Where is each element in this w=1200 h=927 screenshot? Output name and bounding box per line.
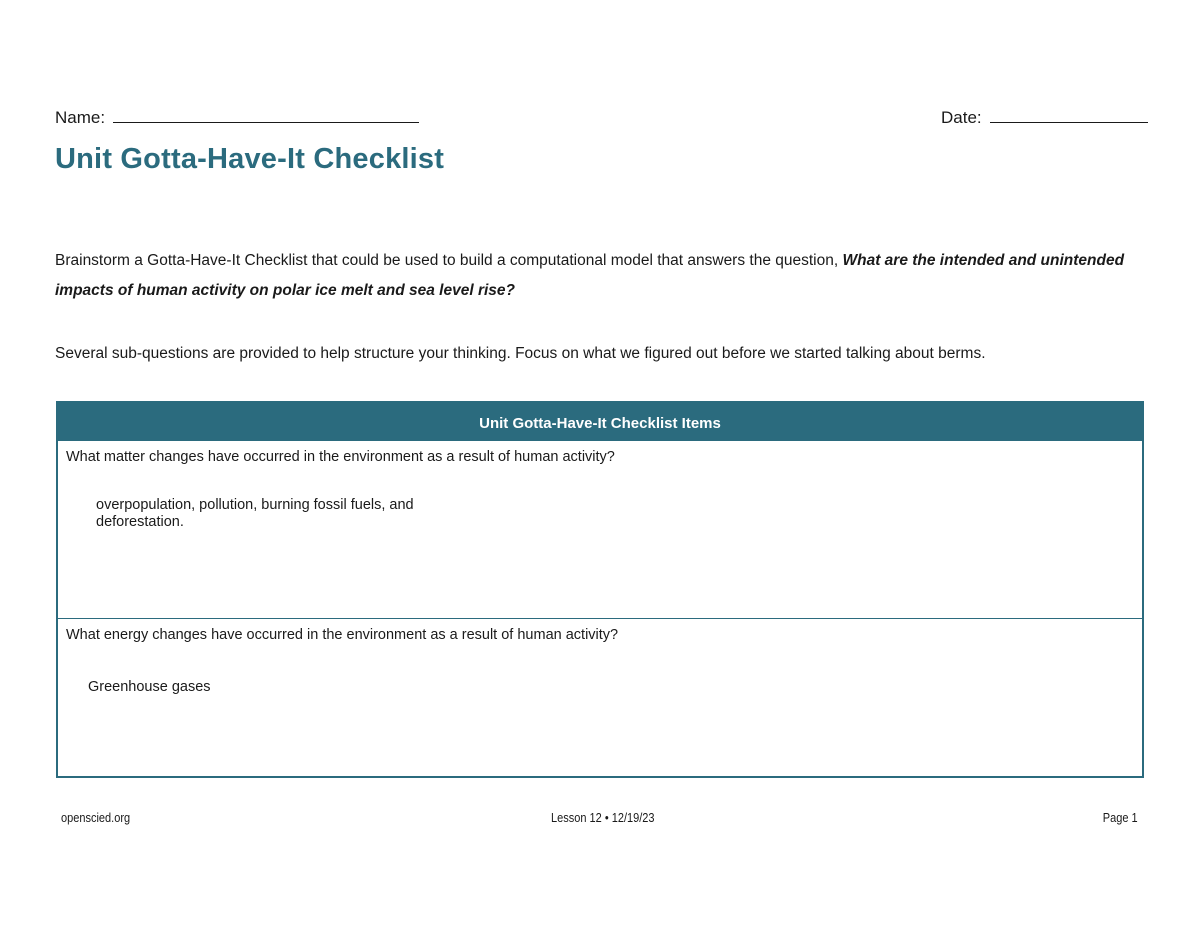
footer-site: openscied.org [61, 811, 131, 825]
name-label: Name: [55, 108, 106, 127]
question-energy: What energy changes have occurred in the environment as a result of human activity? [66, 627, 619, 643]
intro-paragraph [55, 246, 1150, 306]
answer-matter[interactable]: overpopulation, pollution, burning fossil fuels, and deforestation. [96, 497, 414, 530]
checklist-table [56, 401, 1144, 778]
checklist-header: Unit Gotta-Have-It Checklist Items [58, 403, 1142, 441]
name-input-line[interactable] [113, 106, 419, 123]
instructions-note: Several sub-questions are provided to help structure your thinking. Focus on what we figured out before we started talking about berms. [55, 345, 986, 362]
date-label: Date: [941, 108, 982, 127]
intro-text: Brainstorm a Gotta-Have-It Checklist that could be used to build a computational model that answers the question, [55, 252, 843, 269]
checklist-row-matter[interactable] [58, 441, 1142, 619]
checklist-row-energy[interactable] [58, 619, 1142, 776]
date-input-line[interactable] [990, 106, 1148, 123]
date-field[interactable] [941, 106, 1148, 128]
driving-question: What are the intended and unintended impacts of human activity on polar ice melt and sea level rise? [55, 252, 1125, 299]
question-matter: What matter changes have occurred in the environment as a result of human activity? [66, 449, 615, 465]
footer-page: Page 1 [1103, 811, 1138, 825]
page-title: Unit Gotta-Have-It Checklist [55, 143, 445, 175]
footer-lesson: Lesson 12 • 12/19/23 [551, 811, 655, 825]
answer-energy[interactable]: Greenhouse gases [88, 679, 211, 695]
name-field[interactable] [55, 106, 419, 128]
